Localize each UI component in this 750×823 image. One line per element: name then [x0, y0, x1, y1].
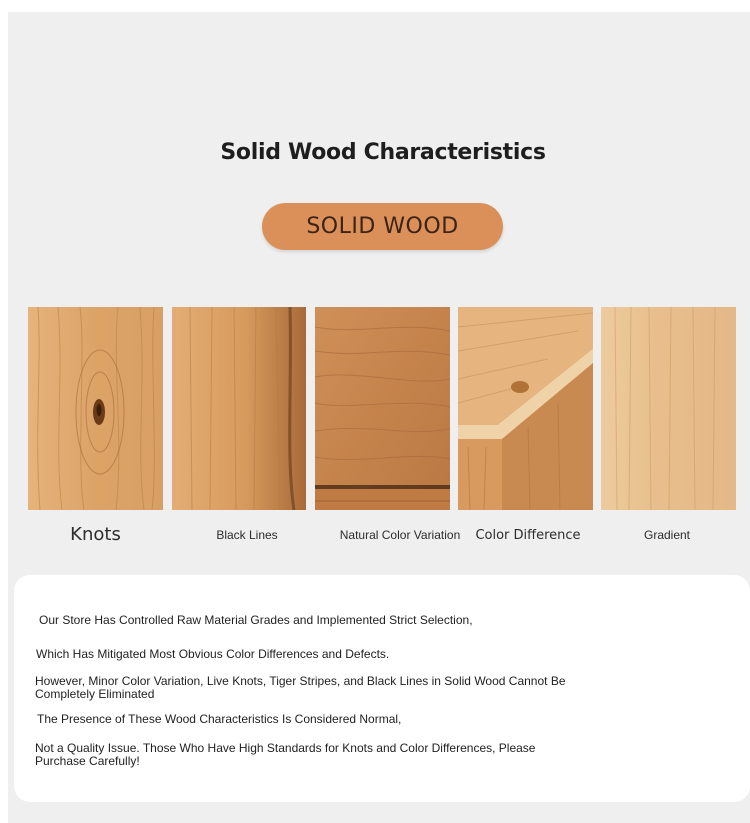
caption-black-lines: Black Lines — [216, 528, 278, 542]
wood-natural-color-image — [315, 307, 450, 510]
notice-line-3: However, Minor Color Variation, Live Knots, Tiger Stripes, and Black Lines in Solid Wood Cannot Be — [35, 674, 566, 688]
notice-line-1: Our Store Has Controlled Raw Material Grades and Implemented Strict Selection, — [39, 613, 473, 627]
wood-knot-image — [28, 307, 163, 510]
wood-black-lines-image — [172, 307, 306, 510]
notice-line-4: Completely Eliminated — [35, 687, 155, 701]
caption-natural-color-variation: Natural Color Variation — [339, 528, 461, 542]
solid-wood-badge: SOLID WOOD — [262, 203, 503, 250]
notice-line-2: Which Has Mitigated Most Obvious Color Differences and Defects. — [36, 647, 390, 661]
notice-line-5: The Presence of These Wood Characteristics Is Considered Normal, — [37, 712, 402, 726]
wood-color-difference-image — [458, 307, 593, 510]
wood-gradient-image — [601, 307, 736, 510]
notice-line-6: Not a Quality Issue. Those Who Have High Standards for Knots and Color Differences, Please — [35, 741, 536, 755]
page-title: Solid Wood Characteristics — [220, 140, 546, 165]
caption-color-difference: Color Difference — [475, 528, 581, 543]
caption-knots: Knots — [70, 524, 121, 545]
notice-line-7: Purchase Carefully! — [35, 754, 140, 768]
caption-gradient: Gradient — [643, 528, 691, 542]
